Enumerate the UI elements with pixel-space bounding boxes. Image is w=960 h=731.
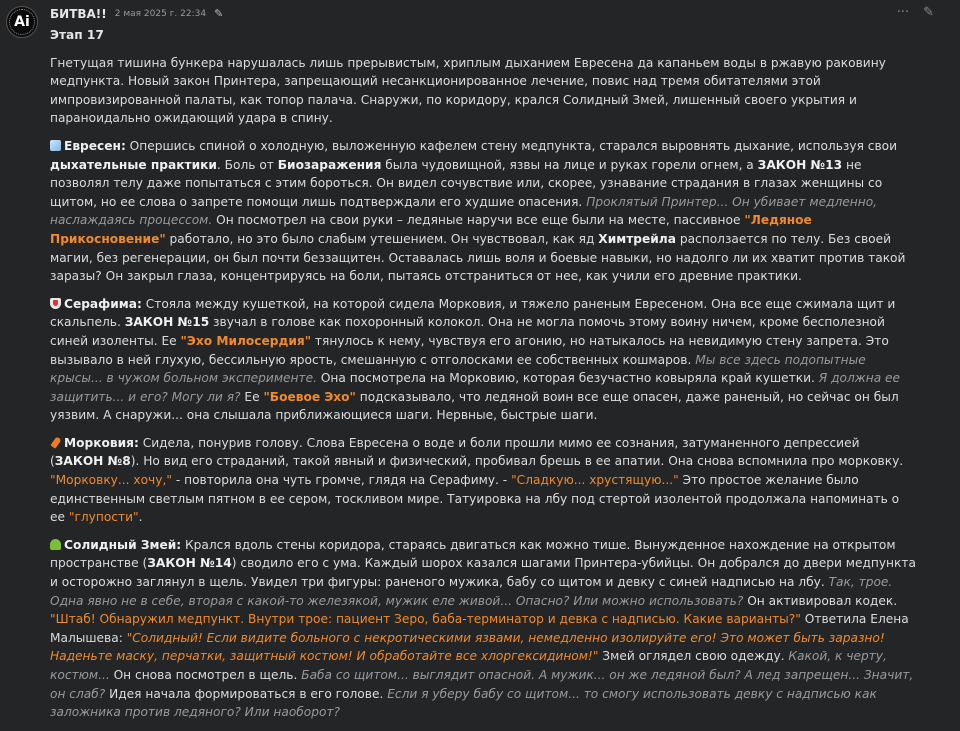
text: Сидела, понурив голову. Слова Евресена о воде и боли прошли мимо ее сознания, затуманенного депрессией ( — [50, 435, 860, 469]
character-name: Серафима: — [64, 296, 142, 311]
speech-text: "Морковку... хочу," — [50, 473, 172, 488]
pin-icon: ✎ — [214, 6, 224, 20]
thought-text: Так, трое. Одна явно не в себе, вторая с какой-то железякой, мужик еле живой... Опасно? Или можно использовать? — [50, 575, 893, 608]
ability-text: "Ледяное Прикосновение" — [50, 213, 812, 246]
post-actions — [897, 4, 934, 23]
text: Змей оглядел свою одежду. — [598, 649, 789, 664]
character-name: Солидный Змей: — [64, 537, 182, 552]
thought-text: Баба со щитом... выглядит опасной. А мужик... он же ледяной был? А лед запрещен... Значит, он слаб? — [50, 668, 914, 701]
character-name: Морковия: — [64, 435, 139, 450]
text: Крался вдоль стены коридора, стараясь двигаться как можно тише. Вынужденное нахождение на открытом пространстве ( — [50, 537, 896, 571]
text: звучал в голове как похоронный колокол. Она не могла помочь этому воину ничем, кроме бесполезной синей изоленты. Ее — [50, 315, 885, 348]
edit-icon[interactable]: ✎ — [923, 5, 934, 20]
speech-text: "глупости" — [68, 510, 139, 525]
text: ) сводило его с ума. Каждый шорох казался шагами Принтера-убийцы. Он добрался до двери медпункта и осторожно заглянул в щель. Увидел три фигуры: раненого мужика, бабу со щитом и девку с синей надписью на лбу. — [50, 556, 916, 590]
carrot-icon — [50, 436, 61, 448]
bold-text: Химтрейла — [598, 231, 676, 246]
paragraph-morkoviya — [50, 434, 916, 527]
text: не позволял телу даже попытаться с этим бороться. Он видел сочувствие или, скорее, узнавание страдания в глазах женщины со щитом, но ее слова о запрете помощи лишь подтверждали его худшие опасения. — [50, 157, 883, 209]
text: Опершись спиной о холодную, выложенную кафелем стену медпункта, старался выровнять дыхание, используя свои — [125, 138, 898, 153]
text: Стояла между кушеткой, на которой сидела Морковия, и тяжело раненым Евресеном. Она все еще сжимала щит и скальпель. — [50, 296, 896, 330]
bold-text: Биозаражения — [277, 157, 382, 172]
thought-text: Если я уберу бабу со щитом... то смогу использовать девку с надписью как заложника против ледяного? Или наоборот? — [50, 686, 877, 720]
text: - повторила она чуть громче, глядя на Серафиму. - — [171, 473, 512, 488]
text: тянулось к нему, чувствуя его агонию, но натыкалось на невидимую стену запрета. Это вызывало в ней глухую, бессильную ярость, смешанную с отголосками ее собственных кошмаров. — [50, 333, 889, 367]
intro-paragraph: Гнетущая тишина бункера нарушалась лишь прерывистым, хриплым дыханием Евресена да капаньем воды в ржавую раковину медпункта. Новый закон Принтера, запрещающий несанкционированное лечение, повис над тремя обитателями этой импровизированной палаты, как топор палача. Снаружи, по коридору, крался Солидный Змей, лишенный своего укрытия и параноидально ожидающий удара в спину. — [50, 55, 886, 126]
avatar[interactable] — [6, 6, 38, 38]
ability-text: "Эхо Милосердия" — [180, 333, 312, 348]
text: . Боль от — [216, 157, 278, 172]
post-content — [50, 26, 916, 731]
shield-icon — [50, 298, 61, 309]
text: . — [138, 510, 143, 525]
text: расползается по телу. Без своей магии, без регенерации, он был почти беззащитен. Оставалась лишь воля и боевые навыки, но надолго ли их хватит против такой заразы? Он закрыл глаза, концентрируясь на боли, пытаясь отстраниться от нее, как учили его древние практики. — [50, 231, 906, 284]
ice-cube-icon — [50, 140, 61, 151]
bold-text: ЗАКОН №15 — [124, 315, 210, 330]
author-name[interactable]: БИТВА!! — [50, 6, 107, 21]
text: Идея начала формироваться в его голове. — [105, 686, 388, 701]
text: Ее — [240, 389, 264, 404]
character-name: Евресен: — [64, 138, 126, 153]
text: Он снова посмотрел в щель. — [109, 668, 302, 682]
bold-text: ЗАКОН №14 — [147, 556, 232, 571]
text: подсказывало, что ледяной воин все еще опасен, даже раненый, но сейчас он был уязвим. А снаружи... она слышала приближающиеся шаги. Нервные, быстрые шаги. — [50, 389, 899, 423]
avatar-text: Ai — [14, 14, 30, 30]
snake-icon — [50, 539, 61, 550]
avatar-ring — [9, 9, 35, 35]
text: работало, но это было слабым утешением. Он чувствовал, как яд — [165, 231, 599, 246]
bold-text: ЗАКОН №8 — [54, 454, 131, 469]
ability-text: "Боевое Эхо" — [263, 389, 356, 404]
speech-text: "Штаб! Обнаружил медпункт. Внутри трое: пациент Зеро, баба-терминатор и девка с надписью. Какие варианты?" — [50, 612, 801, 627]
more-icon[interactable]: ··· — [896, 5, 910, 20]
stage-title: Этап 17 — [50, 28, 104, 42]
paragraph-solid-snake — [50, 536, 916, 722]
text: ). Но вид его страданий, такой явный и физический, пробивал брешь в ее апатии. Она снова вспомнила про морковку. — [130, 454, 904, 469]
bold-text: ЗАКОН №13 — [757, 157, 843, 172]
paragraph-evresen — [50, 137, 916, 286]
post-date[interactable]: 2 мая 2025 г. 22:34 — [114, 8, 207, 19]
text: Он активировал кодек. — [743, 593, 898, 608]
thought-text: Какой, к черту, костюм... — [50, 649, 887, 682]
speech-text: "Сладкую... хрустящую..." — [511, 473, 679, 488]
text: Ответила Елена Малышева: — [50, 612, 909, 645]
text: Это простое желание было единственным светлым пятном в ее сером, тоскливом мире. Татуировка на лбу под стертой изолентой продолжала напоминать о ее — [50, 473, 900, 525]
text: Он посмотрел на свои руки – ледяные наручи все еще были на месте, пассивное — [212, 213, 745, 228]
thought-text: Я должна ее защитить... и его? Могу ли я? — [50, 371, 901, 404]
thought-text: Мы все здесь подопытные крысы... в чужом больном эксперименте. — [50, 352, 866, 386]
post-header — [50, 6, 940, 22]
thought-text: Проклятый Принтер... Он убивает медленно, наслаждаясь процессом. — [50, 194, 878, 228]
speech-text: "Солидный! Если видите больного с некротическими язвами, немедленно изолируйте его! Это может быть заразно! Наденьте маску, перчатки, защитный костюм! И обработайте все хлоргексидином!" — [50, 630, 885, 664]
text: Она посмотрела на Морковию, которая безучастно ковыряла край кушетки. — [316, 371, 819, 386]
bold-text: дыхательные практики — [50, 157, 217, 172]
paragraph-serafima — [50, 295, 916, 425]
text: была чудовищной, язвы на лице и руках горели огнем, а — [381, 157, 758, 172]
